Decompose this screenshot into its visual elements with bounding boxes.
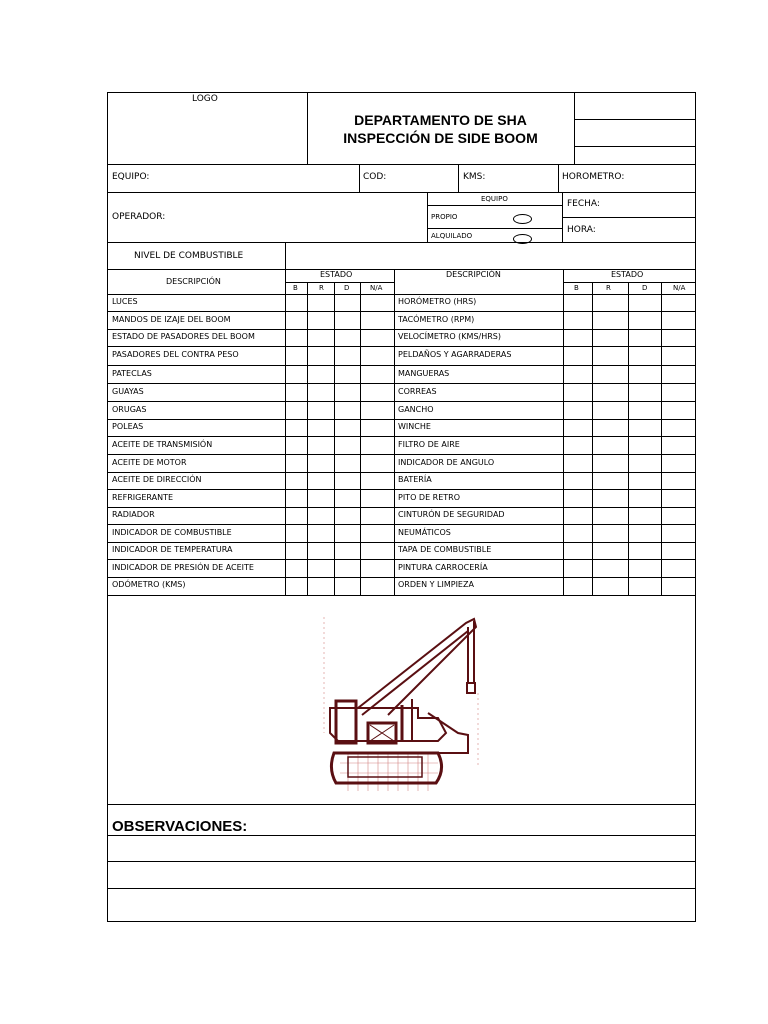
list-item: ACEITE DE MOTOR	[112, 458, 187, 467]
list-item: PASADORES DEL CONTRA PESO	[112, 350, 239, 359]
estado-col-right-b: B	[574, 284, 579, 292]
estado-col-left-d: D	[344, 284, 350, 292]
list-item: CORREAS	[398, 387, 437, 396]
estado-right-b-cell[interactable]	[564, 543, 591, 558]
estado-left-r-cell[interactable]	[308, 366, 333, 382]
estado-left-b-cell[interactable]	[286, 560, 306, 576]
estado-right-r-cell[interactable]	[593, 437, 627, 453]
estado-right-b-cell[interactable]	[564, 560, 591, 576]
estado-left-b-cell[interactable]	[286, 473, 306, 488]
propio-radio[interactable]	[513, 214, 532, 224]
estado-left-r-cell[interactable]	[308, 525, 333, 541]
estado-right-r-cell[interactable]	[593, 455, 627, 471]
estado-left-d-cell[interactable]	[335, 347, 359, 364]
list-item: VELOCÍMETRO (KMS/HRS)	[398, 332, 501, 341]
estado-left-r-cell[interactable]	[308, 420, 333, 435]
list-item: INDICADOR DE COMBUSTIBLE	[112, 528, 232, 537]
estado-left-b-cell[interactable]	[286, 312, 306, 328]
estado-right-r-cell[interactable]	[593, 473, 627, 488]
estado-right-na-cell[interactable]	[662, 384, 695, 400]
estado-right-na-cell[interactable]	[662, 366, 695, 382]
estado-right-b-cell[interactable]	[564, 384, 591, 400]
estado-left-r-cell[interactable]	[308, 330, 333, 345]
estado-right-na-cell[interactable]	[662, 312, 695, 328]
estado-left-b-cell[interactable]	[286, 490, 306, 506]
horometro-label: HOROMETRO:	[562, 172, 625, 182]
estado-right-d-cell[interactable]	[629, 437, 660, 453]
estado-right-na-cell[interactable]	[662, 420, 695, 435]
estado-right-d-cell[interactable]	[629, 578, 660, 594]
estado-right-na-cell[interactable]	[662, 508, 695, 523]
list-item: HORÓMETRO (HRS)	[398, 297, 477, 306]
list-item: ESTADO DE PASADORES DEL BOOM	[112, 332, 255, 341]
estado-right-na-cell[interactable]	[662, 560, 695, 576]
estado-left-b-cell[interactable]	[286, 330, 306, 345]
estado-right-b-cell[interactable]	[564, 295, 591, 310]
estado-left-r-cell[interactable]	[308, 455, 333, 471]
estado-right-r-cell[interactable]	[593, 543, 627, 558]
estado-right-b-cell[interactable]	[564, 402, 591, 418]
estado-left-d-cell[interactable]	[335, 420, 359, 435]
estado-left-d-cell[interactable]	[335, 330, 359, 345]
list-item: PITO DE RETRO	[398, 493, 461, 502]
estado-right-na-cell[interactable]	[662, 295, 695, 310]
alquilado-label: ALQUILADO	[431, 232, 473, 240]
estado-left-b-cell[interactable]	[286, 347, 306, 364]
estado-right-d-cell[interactable]	[629, 312, 660, 328]
list-item: MANGUERAS	[398, 369, 450, 378]
estado-right-d-cell[interactable]	[629, 420, 660, 435]
estado-left-b-cell[interactable]	[286, 508, 306, 523]
estado-right-b-cell[interactable]	[564, 312, 591, 328]
list-item: PELDAÑOS Y AGARRADERAS	[398, 350, 512, 359]
estado-left-na-cell[interactable]	[361, 473, 393, 488]
estado-left-b-cell[interactable]	[286, 295, 306, 310]
estado-left-r-cell[interactable]	[308, 578, 333, 594]
estado-right-na-cell[interactable]	[662, 490, 695, 506]
side-boom-tractor-icon	[318, 613, 483, 795]
list-item: BATERÍA	[398, 475, 432, 484]
estado-right-na-cell[interactable]	[662, 473, 695, 488]
estado-left-na-cell[interactable]	[361, 330, 393, 345]
list-item: TACÓMETRO (RPM)	[398, 315, 475, 324]
hora-field[interactable]	[598, 218, 695, 241]
estado-left-d-cell[interactable]	[335, 455, 359, 471]
list-item: GANCHO	[398, 405, 434, 414]
estado-right-b-cell[interactable]	[564, 347, 591, 364]
list-item: ACEITE DE DIRECCIÓN	[112, 475, 202, 484]
estado-right-d-cell[interactable]	[629, 473, 660, 488]
list-item: GUAYAS	[112, 387, 144, 396]
estado-right-r-cell[interactable]	[593, 347, 627, 364]
estado-right-b-cell[interactable]	[564, 366, 591, 382]
estado-right-na-cell[interactable]	[662, 402, 695, 418]
estado-right-na-cell[interactable]	[662, 347, 695, 364]
estado-right-r-cell[interactable]	[593, 312, 627, 328]
estado-left-r-cell[interactable]	[308, 402, 333, 418]
observaciones-label: OBSERVACIONES:	[112, 818, 248, 835]
estado-left-d-cell[interactable]	[335, 295, 359, 310]
estado-left-na-cell[interactable]	[361, 525, 393, 541]
estado-left-b-cell[interactable]	[286, 420, 306, 435]
list-item: PINTURA CARROCERÍA	[398, 563, 488, 572]
estado-right-r-cell[interactable]	[593, 402, 627, 418]
fecha-label: FECHA:	[567, 199, 600, 209]
estado-right-b-cell[interactable]	[564, 473, 591, 488]
estado-right-r-cell[interactable]	[593, 578, 627, 594]
list-item: WINCHE	[398, 422, 431, 431]
logo-placeholder: LOGO	[192, 94, 218, 104]
estado-left-r-cell[interactable]	[308, 347, 333, 364]
department-title: DEPARTAMENTO DE SHA	[354, 112, 527, 128]
estado-right-r-cell[interactable]	[593, 525, 627, 541]
list-item: INDICADOR DE ANGULO	[398, 458, 495, 467]
estado-right-b-cell[interactable]	[564, 330, 591, 345]
horometro-field[interactable]	[633, 165, 695, 191]
estado-left-r-cell[interactable]	[308, 473, 333, 488]
estado-right-d-cell[interactable]	[629, 543, 660, 558]
list-item: POLEAS	[112, 422, 144, 431]
estado-right-b-cell[interactable]	[564, 578, 591, 594]
kms-field[interactable]	[490, 165, 557, 191]
estado-left-b-cell[interactable]	[286, 578, 306, 594]
estado-left-d-cell[interactable]	[335, 384, 359, 400]
estado-right-d-cell[interactable]	[629, 525, 660, 541]
estado-right-d-cell[interactable]	[629, 455, 660, 471]
estado-right-d-cell[interactable]	[629, 330, 660, 345]
estado-left-d-cell[interactable]	[335, 366, 359, 382]
estado-left-b-cell[interactable]	[286, 366, 306, 382]
form-title: INSPECCIÓN DE SIDE BOOM	[343, 130, 538, 146]
cod-label: COD:	[363, 172, 387, 182]
estado-left-na-cell[interactable]	[361, 455, 393, 471]
observaciones-line-1[interactable]	[109, 836, 695, 860]
estado-left-d-cell[interactable]	[335, 437, 359, 453]
estado-right-b-cell[interactable]	[564, 455, 591, 471]
estado-left-b-cell[interactable]	[286, 402, 306, 418]
estado-left-r-cell[interactable]	[308, 437, 333, 453]
list-item: TAPA DE COMBUSTIBLE	[398, 545, 492, 554]
list-item: LUCES	[112, 297, 138, 306]
estado-right-b-cell[interactable]	[564, 420, 591, 435]
estado-right-d-cell[interactable]	[629, 347, 660, 364]
estado-right-r-cell[interactable]	[593, 420, 627, 435]
estado-right-na-cell[interactable]	[662, 455, 695, 471]
equipo-field[interactable]	[158, 165, 358, 191]
estado-left-b-cell[interactable]	[286, 543, 306, 558]
list-item: INDICADOR DE TEMPERATURA	[112, 545, 233, 554]
list-item: ODÓMETRO (KMS)	[112, 580, 186, 589]
estado-left-na-cell[interactable]	[361, 384, 393, 400]
operador-field[interactable]	[178, 193, 426, 242]
estado-left-r-cell[interactable]	[308, 543, 333, 558]
descripcion-header-left: DESCRIPCIÓN	[166, 277, 221, 286]
estado-left-d-cell[interactable]	[335, 402, 359, 418]
estado-left-na-cell[interactable]	[361, 560, 393, 576]
estado-left-b-cell[interactable]	[286, 455, 306, 471]
estado-right-r-cell[interactable]	[593, 560, 627, 576]
fecha-field[interactable]	[603, 193, 695, 216]
estado-left-r-cell[interactable]	[308, 508, 333, 523]
inspection-form	[107, 92, 696, 922]
estado-right-na-cell[interactable]	[662, 543, 695, 558]
estado-left-na-cell[interactable]	[361, 420, 393, 435]
list-item: ORUGAS	[112, 405, 147, 414]
observaciones-line-2[interactable]	[109, 862, 695, 887]
estado-left-d-cell[interactable]	[335, 560, 359, 576]
estado-left-r-cell[interactable]	[308, 295, 333, 310]
estado-col-left-na: N/A	[370, 284, 383, 292]
estado-right-na-cell[interactable]	[662, 578, 695, 594]
estado-header-left: ESTADO	[320, 270, 353, 279]
estado-right-d-cell[interactable]	[629, 402, 660, 418]
estado-right-d-cell[interactable]	[629, 295, 660, 310]
estado-col-right-r: R	[606, 284, 611, 292]
estado-col-right-na: N/A	[673, 284, 686, 292]
estado-left-r-cell[interactable]	[308, 312, 333, 328]
nivel-combustible-label: NIVEL DE COMBUSTIBLE	[134, 251, 244, 261]
estado-right-r-cell[interactable]	[593, 508, 627, 523]
list-item: INDICADOR DE PRESIÓN DE ACEITE	[112, 563, 254, 572]
estado-right-d-cell[interactable]	[629, 560, 660, 576]
estado-left-d-cell[interactable]	[335, 525, 359, 541]
estado-left-b-cell[interactable]	[286, 384, 306, 400]
estado-left-na-cell[interactable]	[361, 490, 393, 506]
estado-right-r-cell[interactable]	[593, 366, 627, 382]
list-item: REFRIGERANTE	[112, 493, 174, 502]
estado-left-na-cell[interactable]	[361, 437, 393, 453]
estado-right-d-cell[interactable]	[629, 366, 660, 382]
estado-col-left-r: R	[319, 284, 324, 292]
estado-right-r-cell[interactable]	[593, 384, 627, 400]
list-item: RADIADOR	[112, 510, 155, 519]
estado-right-na-cell[interactable]	[662, 437, 695, 453]
estado-left-d-cell[interactable]	[335, 473, 359, 488]
estado-header-right: ESTADO	[611, 270, 644, 279]
list-item: ORDEN Y LIMPIEZA	[398, 580, 474, 589]
estado-left-b-cell[interactable]	[286, 525, 306, 541]
kms-label: KMS:	[463, 172, 486, 182]
estado-left-d-cell[interactable]	[335, 490, 359, 506]
list-item: PATECLAS	[112, 369, 152, 378]
estado-col-left-b: B	[293, 284, 298, 292]
list-item: MANDOS DE IZAJE DEL BOOM	[112, 315, 231, 324]
estado-left-d-cell[interactable]	[335, 543, 359, 558]
estado-left-d-cell[interactable]	[335, 578, 359, 594]
estado-left-b-cell[interactable]	[286, 437, 306, 453]
estado-right-na-cell[interactable]	[662, 330, 695, 345]
estado-right-d-cell[interactable]	[629, 384, 660, 400]
list-item: CINTURÓN DE SEGURIDAD	[398, 510, 505, 519]
estado-left-na-cell[interactable]	[361, 578, 393, 594]
propio-label: PROPIO	[431, 213, 458, 221]
estado-left-d-cell[interactable]	[335, 312, 359, 328]
estado-left-na-cell[interactable]	[361, 312, 393, 328]
estado-left-na-cell[interactable]	[361, 347, 393, 364]
hora-label: HORA:	[567, 225, 596, 235]
estado-left-r-cell[interactable]	[308, 560, 333, 576]
estado-right-na-cell[interactable]	[662, 525, 695, 541]
estado-right-b-cell[interactable]	[564, 508, 591, 523]
estado-left-na-cell[interactable]	[361, 543, 393, 558]
equipo-ownership-header: EQUIPO	[481, 195, 508, 203]
estado-right-b-cell[interactable]	[564, 490, 591, 506]
operador-label: OPERADOR:	[112, 212, 166, 222]
estado-right-d-cell[interactable]	[629, 508, 660, 523]
estado-left-r-cell[interactable]	[308, 490, 333, 506]
cod-field[interactable]	[390, 165, 457, 191]
list-item: FILTRO DE AIRE	[398, 440, 460, 449]
estado-left-d-cell[interactable]	[335, 508, 359, 523]
observaciones-line-3[interactable]	[109, 889, 695, 921]
estado-left-na-cell[interactable]	[361, 295, 393, 310]
estado-right-r-cell[interactable]	[593, 490, 627, 506]
descripcion-header-right: DESCRIPCIÓN	[446, 270, 501, 279]
estado-col-right-d: D	[642, 284, 648, 292]
estado-left-r-cell[interactable]	[308, 384, 333, 400]
estado-right-d-cell[interactable]	[629, 490, 660, 506]
list-item: NEUMÁTICOS	[398, 528, 451, 537]
equipo-label: EQUIPO:	[112, 172, 150, 182]
estado-right-b-cell[interactable]	[564, 525, 591, 541]
estado-left-na-cell[interactable]	[361, 508, 393, 523]
estado-left-na-cell[interactable]	[361, 402, 393, 418]
estado-right-r-cell[interactable]	[593, 295, 627, 310]
list-item: ACEITE DE TRANSMISIÓN	[112, 440, 213, 449]
estado-left-na-cell[interactable]	[361, 366, 393, 382]
estado-right-r-cell[interactable]	[593, 330, 627, 345]
estado-right-b-cell[interactable]	[564, 437, 591, 453]
nivel-combustible-field[interactable]	[286, 243, 695, 268]
